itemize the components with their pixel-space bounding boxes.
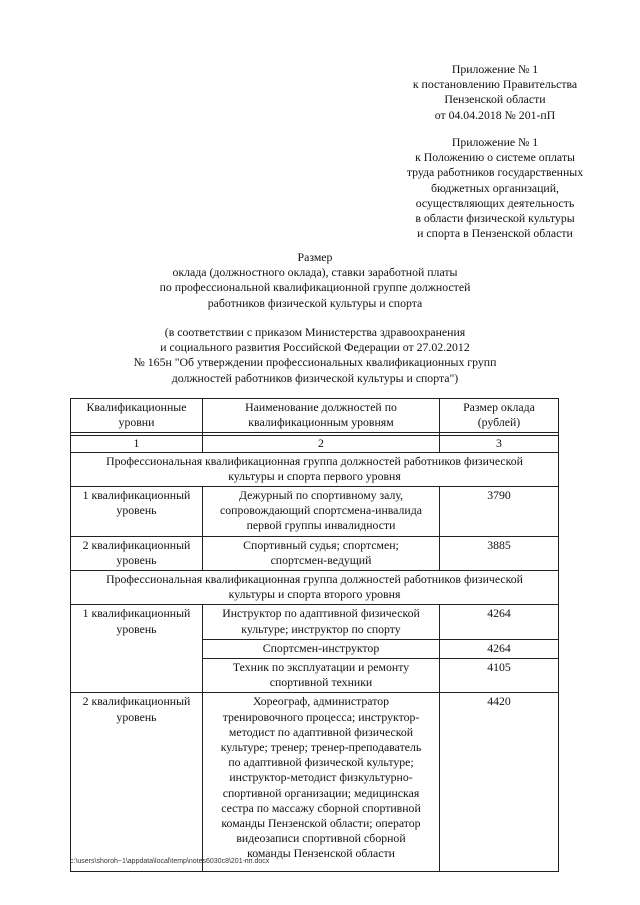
header-line: бюджетных организаций, (431, 180, 559, 195)
group-1-title-row (71, 452, 559, 486)
cell-line: уровень (116, 552, 157, 567)
group-title (71, 571, 559, 605)
column-number: 3 (440, 436, 559, 452)
cell-line: Спортсмен-инструктор (262, 640, 380, 655)
cell-line: культуре; инструктор по спорту (241, 621, 401, 636)
header-line: к постановлению Правительства (412, 77, 578, 92)
basis-line: № 165н "Об утверждении профессиональных квалификационных групп (133, 355, 497, 370)
header-positions (203, 399, 440, 433)
cell-line: инструктор-методист физкультурно- (229, 770, 413, 785)
level-cell (71, 536, 203, 570)
title-line: по профессиональной квалификационной группе должностей (159, 280, 471, 295)
group-2-title-row (71, 571, 559, 605)
cell-line: методист по адаптивной физической (228, 724, 414, 739)
salary-cell: 4105 (440, 659, 559, 693)
cell-line: Дежурный по спортивному залу, (238, 488, 404, 503)
group-title (71, 452, 559, 486)
basis-line: и социального развития Российской Федерации от 27.02.2012 (160, 340, 470, 355)
level-cell (71, 487, 203, 537)
table-row (71, 536, 559, 570)
cell-line: спортивной организации; медицинская (222, 785, 420, 800)
cell-line: видеозаписи спортивной сборной (236, 831, 406, 846)
header-line: и спорта в Пензенской области (417, 226, 573, 241)
salary-table (70, 398, 559, 872)
cell-line: Спортивный судья; спортсмен; (243, 537, 399, 552)
position-cell (203, 659, 440, 693)
group-title-line: культуры и спорта первого уровня (228, 468, 401, 483)
column-number: 2 (203, 436, 440, 452)
column-number-row (71, 436, 559, 452)
salary-cell: 4264 (440, 605, 559, 639)
table-row (71, 605, 559, 639)
header-levels (71, 399, 203, 433)
header-text: (рублей) (477, 415, 521, 430)
cell-line: 1 квалификационный (82, 488, 191, 503)
cell-line: уровень (116, 709, 157, 724)
header-text: квалификационным уровням (248, 415, 394, 430)
header-line: осуществляющих деятельность (415, 195, 575, 210)
position-cell (203, 487, 440, 537)
column-number: 1 (71, 436, 203, 452)
header-line: Приложение № 1 (451, 62, 539, 76)
cell-line: уровень (116, 621, 157, 636)
cell-line: спортсмен-ведущий (270, 552, 372, 567)
position-cell (203, 639, 440, 658)
cell-line: тренировочного процесса; инструктор- (222, 709, 420, 724)
header-line: в области физической культуры (415, 211, 575, 226)
title-line: Размер (297, 250, 333, 264)
table-row (71, 487, 559, 537)
cell-line: команды Пензенской области (247, 846, 395, 861)
header-line: от 04.04.2018 № 201-пП (434, 107, 556, 122)
cell-line: 1 квалификационный (82, 606, 191, 621)
cell-line: Хореограф, администратор (252, 694, 390, 709)
document-title (70, 250, 560, 311)
legal-basis (70, 325, 560, 386)
header-salary (440, 399, 559, 433)
header-line: Приложение № 1 (451, 135, 539, 149)
table-header-row (71, 399, 559, 433)
cell-line: 2 квалификационный (82, 694, 191, 709)
position-cell (203, 605, 440, 639)
file-path-footer: c:\users\shoroh~1\appdata\local\temp\notes6030c8\201-пп.docx (70, 858, 270, 865)
level-cell (71, 693, 203, 872)
header-line: труда работников государственных (406, 165, 584, 180)
cell-line: сестра по массажу сборной спортивной (221, 800, 421, 815)
header-text: Размер оклада (463, 400, 535, 414)
basis-line: должностей работников физической культуры и спорта") (171, 370, 459, 385)
group-title-line: культуры и спорта второго уровня (228, 587, 401, 602)
cell-line: Инструктор по адаптивной физической (222, 606, 420, 621)
header-text: уровни (118, 415, 155, 430)
salary-cell: 4264 (440, 639, 559, 658)
cell-line: уровень (116, 503, 157, 518)
header-text: Квалификационные (86, 400, 187, 414)
header-line: к Положению о системе оплаты (415, 150, 575, 165)
appendix-2-header (380, 135, 610, 241)
cell-line: первой группы инвалидности (246, 518, 396, 533)
cell-line: по адаптивной физической культуре; (228, 755, 414, 770)
cell-line: Техник по эксплуатации и ремонту (232, 660, 410, 675)
position-cell (203, 693, 440, 872)
position-cell (203, 536, 440, 570)
group-title-line: Профессиональная квалификационная группа должностей работников физической (106, 453, 523, 468)
title-line: работников физической культуры и спорта (207, 295, 423, 310)
salary-cell: 3885 (440, 536, 559, 570)
table-row (71, 693, 559, 872)
salary-cell: 3790 (440, 487, 559, 537)
cell-line: команды Пензенской области; оператор (221, 816, 421, 831)
appendix-1-header (380, 62, 610, 123)
header-line: Пензенской области (444, 92, 546, 107)
cell-line: культуре; тренер; тренер-преподаватель (220, 740, 422, 755)
cell-line: сопровождающий спортсмена-инвалида (220, 503, 422, 518)
salary-cell: 4420 (440, 693, 559, 872)
cell-line: 2 квалификационный (82, 537, 191, 552)
group-title-line: Профессиональная квалификационная группа должностей работников физической (106, 572, 523, 587)
level-cell (71, 605, 203, 693)
title-line: оклада (должностного оклада), ставки заработной платы (172, 265, 458, 280)
cell-line: спортивной техники (269, 675, 373, 690)
header-text: Наименование должностей по (245, 400, 397, 414)
basis-line: (в соответствии с приказом Министерства здравоохранения (164, 325, 466, 339)
